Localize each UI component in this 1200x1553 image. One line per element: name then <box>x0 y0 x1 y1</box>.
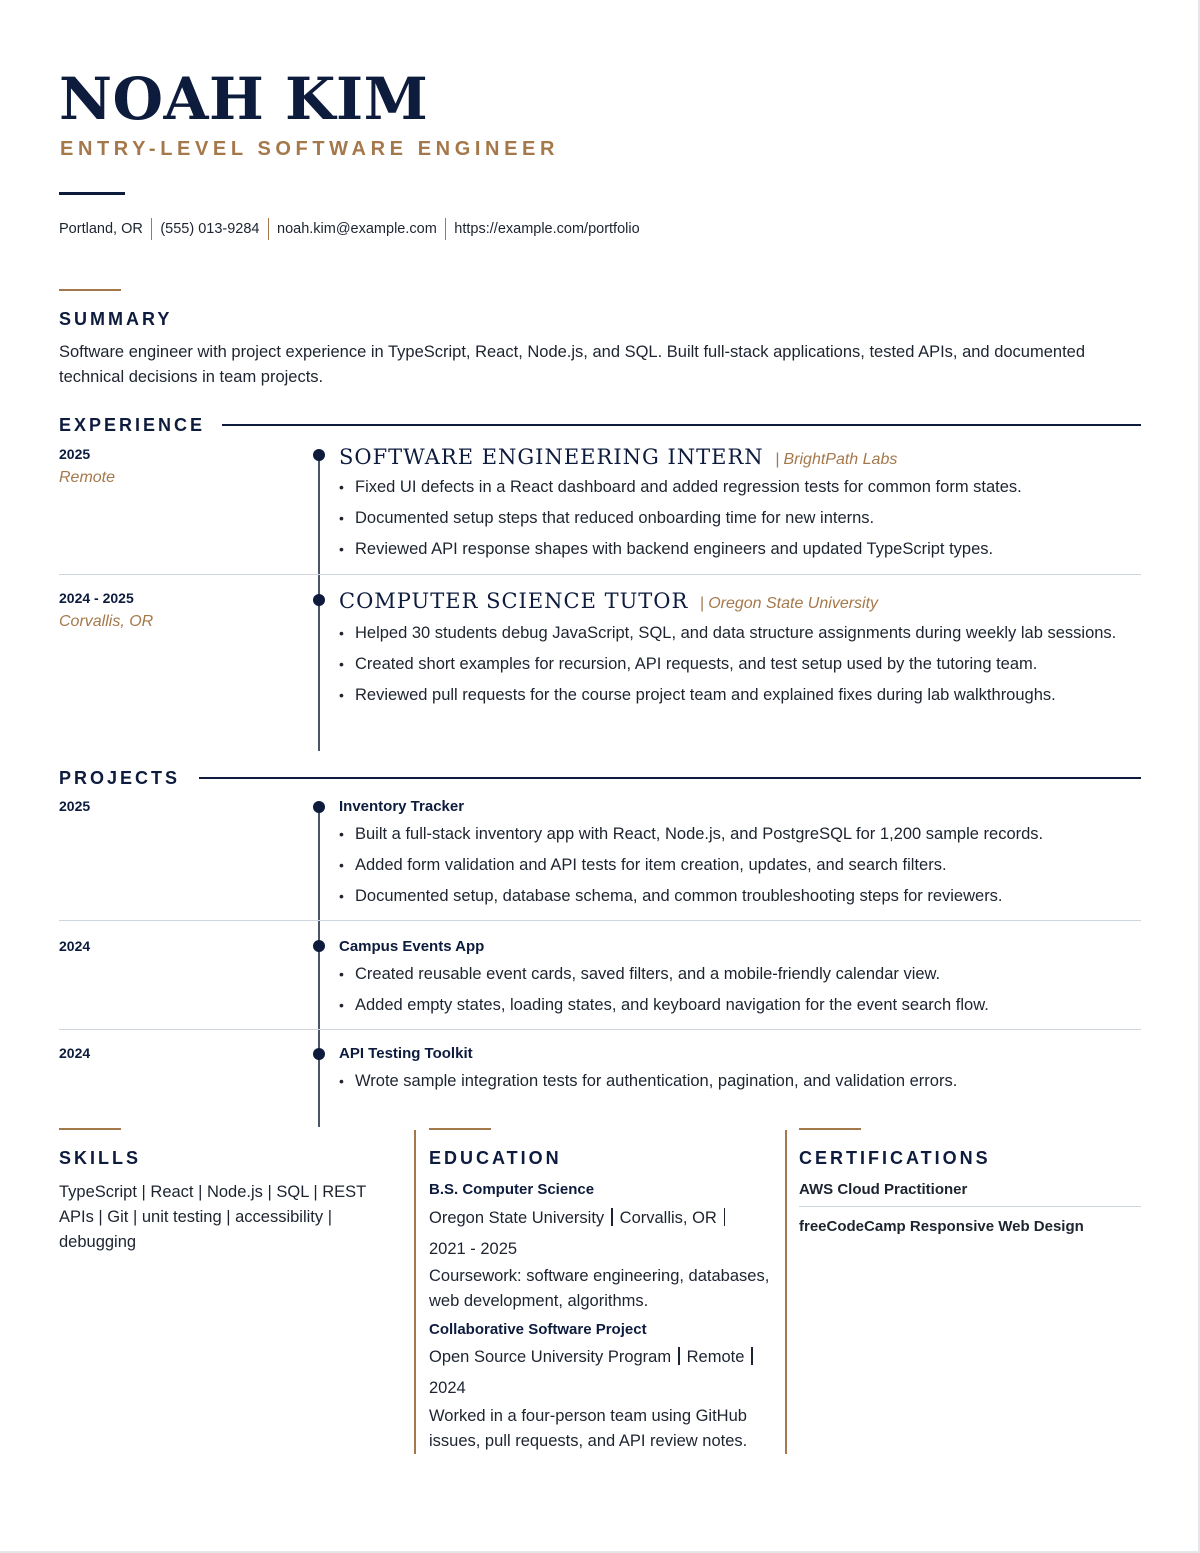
organization-name: BrightPath Labs <box>783 451 898 468</box>
education-school: Oregon State University <box>429 1209 605 1227</box>
project-title: API Testing Toolkit <box>339 1045 473 1062</box>
job-date: 2025 <box>59 446 91 462</box>
timeline-dot <box>313 449 325 461</box>
org-separator: | <box>700 595 705 612</box>
job-date: 2024 - 2025 <box>59 590 134 606</box>
candidate-name: NOAH KIM <box>59 65 429 133</box>
project-date: 2024 <box>59 1045 91 1061</box>
timeline-dot <box>313 801 325 813</box>
list-item: • Helped 30 students debug JavaScript, SQL, and data structure assignments during weekly lab sessions. <box>339 621 1129 646</box>
projects-timeline <box>318 807 320 1127</box>
education-degree: B.S. Computer Science <box>429 1181 595 1198</box>
list-item: • Added form validation and API tests for item creation, updates, and search filters. <box>339 853 1129 878</box>
contact-divider <box>268 218 270 240</box>
certifications-heading: CERTIFICATIONS <box>799 1148 991 1168</box>
job-location: Remote <box>59 469 116 486</box>
experience-heading-rule <box>222 424 1141 426</box>
job-title-text: COMPUTER SCIENCE TUTOR <box>339 589 689 613</box>
list-item: • Reviewed API response shapes with backend engineers and updated TypeScript types. <box>339 537 1129 562</box>
inline-divider <box>751 1347 753 1365</box>
education-note: Coursework: software engineering, databases, web development, algorithms. <box>429 1267 770 1310</box>
inline-divider <box>611 1208 613 1226</box>
contact-divider <box>151 218 153 240</box>
education-details <box>429 1203 779 1265</box>
summary-heading: SUMMARY <box>59 309 173 329</box>
row-divider <box>799 1206 1141 1207</box>
education-accent-rule <box>429 1128 491 1130</box>
list-item: • Documented setup steps that reduced onboarding time for new interns. <box>339 506 1129 531</box>
job-title <box>339 444 897 473</box>
job-bullets <box>339 621 1129 714</box>
education-location: Remote <box>686 1348 745 1366</box>
inline-divider <box>678 1347 680 1365</box>
header-accent-rule <box>59 192 125 195</box>
contact-divider <box>445 218 447 240</box>
skills-accent-rule <box>59 1128 121 1130</box>
experience-heading: EXPERIENCE <box>59 415 206 435</box>
job-organization <box>771 451 897 468</box>
education-years: 2021 - 2025 <box>429 1240 518 1258</box>
project-bullets <box>339 822 1129 915</box>
summary-accent-rule <box>59 289 121 291</box>
inline-divider <box>724 1208 726 1226</box>
list-item: • Created reusable event cards, saved filters, and a mobile-friendly calendar view. <box>339 962 1129 987</box>
row-divider <box>59 920 1141 921</box>
list-item: • Built a full-stack inventory app with React, Node.js, and PostgreSQL for 1,200 sample records. <box>339 822 1129 847</box>
row-divider <box>59 574 1141 575</box>
list-item: • Created short examples for recursion, API requests, and test setup used by the tutoring team. <box>339 652 1129 677</box>
education-school: Open Source University Program <box>429 1348 672 1366</box>
project-date: 2025 <box>59 798 91 814</box>
job-title-text: SOFTWARE ENGINEERING INTERN <box>339 445 764 469</box>
list-item: • Added empty states, loading states, and keyboard navigation for the event search flow. <box>339 993 1129 1018</box>
candidate-role: ENTRY-LEVEL SOFTWARE ENGINEER <box>60 138 559 160</box>
job-organization <box>696 595 878 612</box>
contact-email[interactable]: noah.kim@example.com <box>277 221 437 237</box>
org-separator: | <box>775 451 780 468</box>
education-years: 2024 <box>429 1379 466 1397</box>
project-title: Inventory Tracker <box>339 798 465 815</box>
skills-list: TypeScript | React | Node.js | SQL | REST APIs | Git | unit testing | accessibility | debugging <box>59 1183 366 1251</box>
list-item: • Documented setup, database schema, and common troubleshooting steps for reviewers. <box>339 884 1129 909</box>
education-note: Worked in a four-person team using GitHub issues, pull requests, and API review notes. <box>429 1407 748 1450</box>
timeline-dot <box>313 940 325 952</box>
list-item: • Wrote sample integration tests for authentication, pagination, and validation errors. <box>339 1069 1129 1094</box>
projects-heading-rule <box>199 777 1141 779</box>
project-title: Campus Events App <box>339 938 485 955</box>
column-divider <box>785 1130 787 1454</box>
project-date: 2024 <box>59 938 91 954</box>
job-location: Corvallis, OR <box>59 613 154 630</box>
list-item: • Fixed UI defects in a React dashboard and added regression tests for common form states. <box>339 475 1129 500</box>
job-title <box>339 588 878 617</box>
organization-name: Oregon State University <box>708 595 879 612</box>
summary-text: Software engineer with project experience in TypeScript, React, Node.js, and SQL. Built full-stack applications, tested APIs, and documented technical decisions in team projects. <box>59 343 1086 386</box>
column-divider <box>414 1130 416 1454</box>
contact-line <box>59 217 640 241</box>
education-degree: Collaborative Software Project <box>429 1321 647 1338</box>
education-heading: EDUCATION <box>429 1148 562 1168</box>
skills-heading: SKILLS <box>59 1148 142 1168</box>
projects-heading: PROJECTS <box>59 768 181 788</box>
contact-website[interactable]: https://example.com/portfolio <box>454 221 640 237</box>
certifications-accent-rule <box>799 1128 861 1130</box>
education-location: Corvallis, OR <box>619 1209 717 1227</box>
contact-location: Portland, OR <box>59 221 143 237</box>
project-bullets <box>339 1069 1129 1100</box>
job-bullets <box>339 475 1129 568</box>
education-details <box>429 1342 779 1404</box>
timeline-dot <box>313 594 325 606</box>
project-bullets <box>339 962 1129 1024</box>
certification-item: AWS Cloud Practitioner <box>799 1181 968 1198</box>
timeline-dot <box>313 1048 325 1060</box>
list-item: • Reviewed pull requests for the course project team and explained fixes during lab walkthroughs. <box>339 683 1129 708</box>
contact-phone[interactable]: (555) 013-9284 <box>160 221 260 237</box>
row-divider <box>59 1029 1141 1030</box>
certification-item: freeCodeCamp Responsive Web Design <box>799 1218 1084 1235</box>
